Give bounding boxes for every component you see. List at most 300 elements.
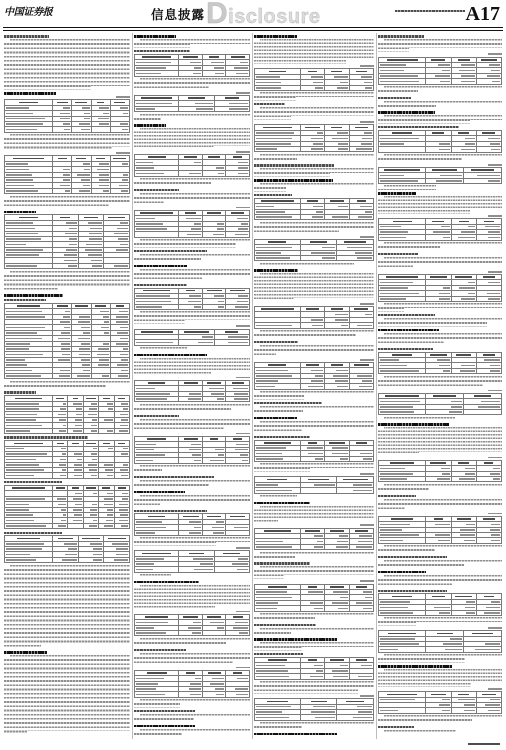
cell-text [191,228,201,230]
cell-text [388,633,416,635]
cell-text [332,216,347,218]
data-table [4,214,130,269]
cell-text [107,493,112,495]
data-table [4,99,130,132]
cell-text [136,454,165,456]
cell-text [61,348,70,350]
cell-text [82,364,90,366]
section-heading [4,532,130,535]
cell-text [358,216,372,218]
paragraph-indent [134,311,140,313]
cell-text [235,306,248,308]
text-paragraph [378,499,502,512]
cell-text [136,622,168,624]
table-cell [451,610,476,615]
table-cell [379,368,426,373]
text-paragraph [4,134,130,151]
cell-text [121,525,128,527]
paragraph-line-end [211,182,250,186]
cell-text [6,543,44,545]
paragraph-indent [378,617,384,619]
paragraph-line-end [440,246,502,250]
cell-text [475,649,500,651]
cell-text [108,448,113,450]
table-cell [349,544,373,549]
cell-text [123,174,128,176]
table-unit-label [134,92,250,94]
paragraph-line-end [436,105,502,109]
cell-text [268,659,287,661]
table-cell [464,647,502,652]
unit-text [488,457,502,459]
cell-text [117,364,128,366]
cell-text [380,226,401,228]
paragraph-line-end [330,173,374,177]
data-table [134,210,250,238]
cell-text [430,354,447,356]
cell-text [121,419,128,421]
cell-text [84,118,89,120]
cell-text [136,460,153,462]
cell-text [315,717,336,719]
cell-text [360,453,372,455]
cell-text [77,459,81,461]
data-table [254,657,374,680]
cell-text [116,343,128,345]
table-body [5,215,130,269]
table-cell [202,232,226,237]
cell-text [380,75,418,77]
paragraph-indent [378,115,384,117]
cell-text [136,563,154,565]
cell-text [73,398,78,400]
cell-text [339,535,348,537]
paragraph-line-end [236,243,250,247]
heading-text [134,354,207,357]
paragraph-indent [254,273,260,275]
table-unit-label [254,303,374,305]
cell-text [65,233,77,235]
cell-text [73,403,82,405]
cell-text [118,487,126,489]
data-table [4,155,130,194]
cell-text [188,97,205,99]
cell-text [107,509,113,511]
cell-text [6,370,32,372]
cell-text [208,672,221,674]
table-cell [226,631,250,636]
cell-text [86,398,96,400]
cell-text [74,469,82,471]
cell-text [218,301,225,303]
cell-text [59,419,66,421]
data-table [254,124,374,152]
cell-text [356,602,372,604]
cell-text [148,156,166,158]
table-cell [78,557,104,562]
cell-text [256,380,278,382]
cell-text [104,504,113,506]
cell-text [100,311,109,313]
cell-text [86,443,96,445]
cell-text [357,200,366,202]
cell-text [194,460,201,462]
table-cell [379,708,426,713]
paragraph-indent [378,303,384,305]
section-heading [254,502,374,505]
table-cell [226,692,250,697]
cell-text [332,447,347,449]
cell-text [269,71,287,73]
heading-text [254,103,285,105]
cell-text [84,217,98,219]
table-body [379,692,502,714]
text-paragraph [134,537,250,545]
cell-text [361,143,372,145]
table-cell [300,606,324,611]
paragraph-indent [254,406,260,408]
table-unit-label [378,215,502,217]
cell-text [353,490,372,492]
table-cell [135,631,179,636]
text-paragraph [378,484,502,492]
text-paragraph [254,406,374,414]
table-unit-label [134,667,250,669]
cell-text [89,238,102,240]
table-cell [300,85,324,90]
text-paragraph [134,729,250,737]
cell-text [231,212,244,214]
table-row [5,373,130,378]
issue-date-text [395,10,465,12]
table-cell [179,692,203,697]
cell-text [184,438,198,440]
table-cell [255,85,301,90]
cell-text [261,200,294,202]
text-paragraph [378,617,502,625]
paragraph-line-end [215,606,250,610]
cell-text [113,158,126,160]
paragraph-line-end [452,583,502,587]
paragraph-line-end [302,726,374,730]
section-heading [378,329,502,332]
table-cell [325,456,349,461]
cell-text [386,276,418,278]
cell-text [312,216,324,218]
table-body [135,96,250,112]
cell-text [459,478,474,480]
cell-text [121,190,128,192]
table-cell [53,373,72,378]
table-cell [379,610,426,615]
cell-text [79,354,90,356]
cell-text [461,75,475,77]
cell-text [458,59,470,61]
cell-text [63,425,67,427]
cell-text [90,228,102,230]
text-paragraph [134,178,250,186]
cell-text [62,453,67,455]
paragraph-line-end [291,116,374,120]
text-paragraph [134,358,250,376]
table-row [255,146,374,151]
cell-text [439,612,450,614]
table-cell [379,538,426,543]
data-table [378,218,502,241]
cell-text [6,525,46,527]
cell-text [57,305,68,307]
cell-text [63,174,70,176]
heading-text [134,649,186,651]
cell-text [216,694,224,696]
cell-text [256,490,292,492]
section-heading [4,436,130,439]
data-table [134,288,250,311]
column-3 [254,33,374,739]
cell-text [336,370,348,372]
paragraph-indent [378,185,384,187]
cell-text [95,305,106,307]
table-cell [426,647,464,652]
cell-text [442,699,449,701]
cell-text [482,694,496,696]
paragraph-line-end [224,427,250,431]
cell-text [472,633,494,635]
cell-text [466,524,475,526]
table-cell [255,488,301,493]
cell-text [380,180,418,182]
table-cell [300,715,337,720]
table-cell [83,473,98,478]
heading-text [254,436,310,438]
cell-text [6,559,36,561]
data-table [4,303,130,379]
table-unit-label [134,207,250,209]
table-cell [349,323,373,328]
table-cell [135,458,179,463]
cell-text [364,132,372,134]
cell-text [91,430,97,432]
cell-text [343,479,368,481]
heading-text [378,726,414,728]
section-heading [254,624,374,627]
table-unit-label [134,377,250,379]
cell-text [86,244,103,246]
cell-text [136,173,164,175]
cell-text [119,504,128,506]
paragraph-line-end [487,322,502,326]
table-cell [202,530,226,535]
table-row [379,147,502,152]
cell-text [256,216,292,218]
cell-text [363,458,372,460]
heading-text [134,265,187,268]
cell-text [465,473,475,475]
table-cell [379,296,426,301]
section-heading [254,179,374,182]
cell-text [103,343,109,345]
cell-text [380,699,415,701]
table-row [135,71,250,76]
table-body [135,54,250,76]
section-heading [134,284,250,287]
table-unit-label [254,121,374,123]
cell-text [190,683,201,685]
table-cell [426,477,451,482]
cell-text [58,338,70,340]
table-cell [179,340,214,345]
cell-text [439,298,450,300]
cell-text [484,462,493,464]
cell-text [58,525,66,527]
cell-text [340,82,347,84]
table-body [135,551,250,573]
cell-text [136,306,162,308]
text-paragraph [378,196,502,214]
cell-text [231,56,245,58]
cell-text [74,453,81,455]
cell-text [354,308,368,310]
cell-text [338,608,347,610]
cell-text [341,325,348,327]
cell-text [439,143,449,145]
cell-text [312,325,323,327]
cell-text [238,228,248,230]
cell-text [461,231,475,233]
cell-text [439,365,449,367]
cell-text [490,699,500,701]
cell-text [437,359,449,361]
table-cell [114,428,129,433]
cell-text [433,231,449,233]
cell-text [207,382,222,384]
table-cell [349,146,373,151]
table-cell [78,263,104,268]
cell-text [81,179,89,181]
paragraph-line-end [194,718,250,722]
text-paragraph [378,427,502,455]
heading-text [378,348,433,350]
continued-note-text [468,743,500,745]
unit-text [360,65,374,67]
cell-text [256,386,275,388]
cell-text [491,534,500,536]
cell-text [120,514,128,516]
table-body [255,440,374,462]
cell-text [65,311,70,313]
cell-text [330,530,343,532]
cell-text [308,442,317,444]
data-table [254,584,374,612]
cell-text [14,443,43,445]
cell-text [194,527,201,529]
cell-text [121,359,128,361]
table-cell [476,708,501,713]
table-cell [135,232,179,237]
table-cell [379,79,426,84]
cell-text [104,332,109,334]
cell-text [114,265,128,267]
cell-text [267,479,287,481]
heading-text [134,124,166,127]
heading-text [378,665,452,668]
cell-text [6,430,30,432]
cell-text [59,464,66,466]
cell-text [136,527,166,529]
cell-text [63,107,70,109]
cell-text [332,453,348,455]
cell-text [58,414,67,416]
cell-text [136,103,172,105]
text-paragraph [134,495,250,508]
heading-text [378,590,447,592]
cell-text [142,553,171,555]
cell-text [439,149,449,151]
cell-text [235,449,248,451]
table-body [255,528,374,550]
cell-text [198,342,213,344]
cell-text [6,238,41,240]
cell-text [484,612,500,614]
cell-text [214,295,225,297]
cell-text [216,521,225,523]
cell-text [489,64,500,66]
text-paragraph [254,722,374,730]
table-cell [426,409,464,414]
cell-text [200,563,212,565]
cell-text [311,370,324,372]
paragraph-line-end [297,495,374,499]
section-heading [4,211,130,214]
cell-text [484,359,500,361]
section-heading [254,733,374,736]
cell-text [225,331,238,333]
cell-text [207,516,221,518]
cell-text [229,108,248,110]
table-cell [476,147,501,152]
table-cell [226,397,250,402]
cell-text [331,364,343,366]
cell-text [191,444,200,446]
data-table [254,68,374,91]
cell-text [461,149,474,151]
cell-text [6,107,29,109]
cell-text [64,543,76,545]
table-cell [349,456,373,461]
paragraph-line-end [226,642,250,646]
cell-text [77,375,89,377]
cell-text [6,419,36,421]
cell-text [141,331,173,333]
cell-text [136,73,161,75]
paragraph-line-end [276,353,374,357]
cell-text [380,540,403,542]
cell-text [65,190,71,192]
paragraph-indent [254,552,260,554]
data-table [378,393,502,416]
cell-text [256,447,286,449]
cell-text [61,448,66,450]
cell-text [380,534,419,536]
cell-text [365,314,372,316]
section-heading [4,35,130,38]
paragraph-line-end [304,395,374,399]
cell-text [99,123,109,125]
paragraph-indent [254,421,260,423]
cell-text [6,332,37,334]
data-table [134,614,250,637]
cell-text [82,538,99,540]
